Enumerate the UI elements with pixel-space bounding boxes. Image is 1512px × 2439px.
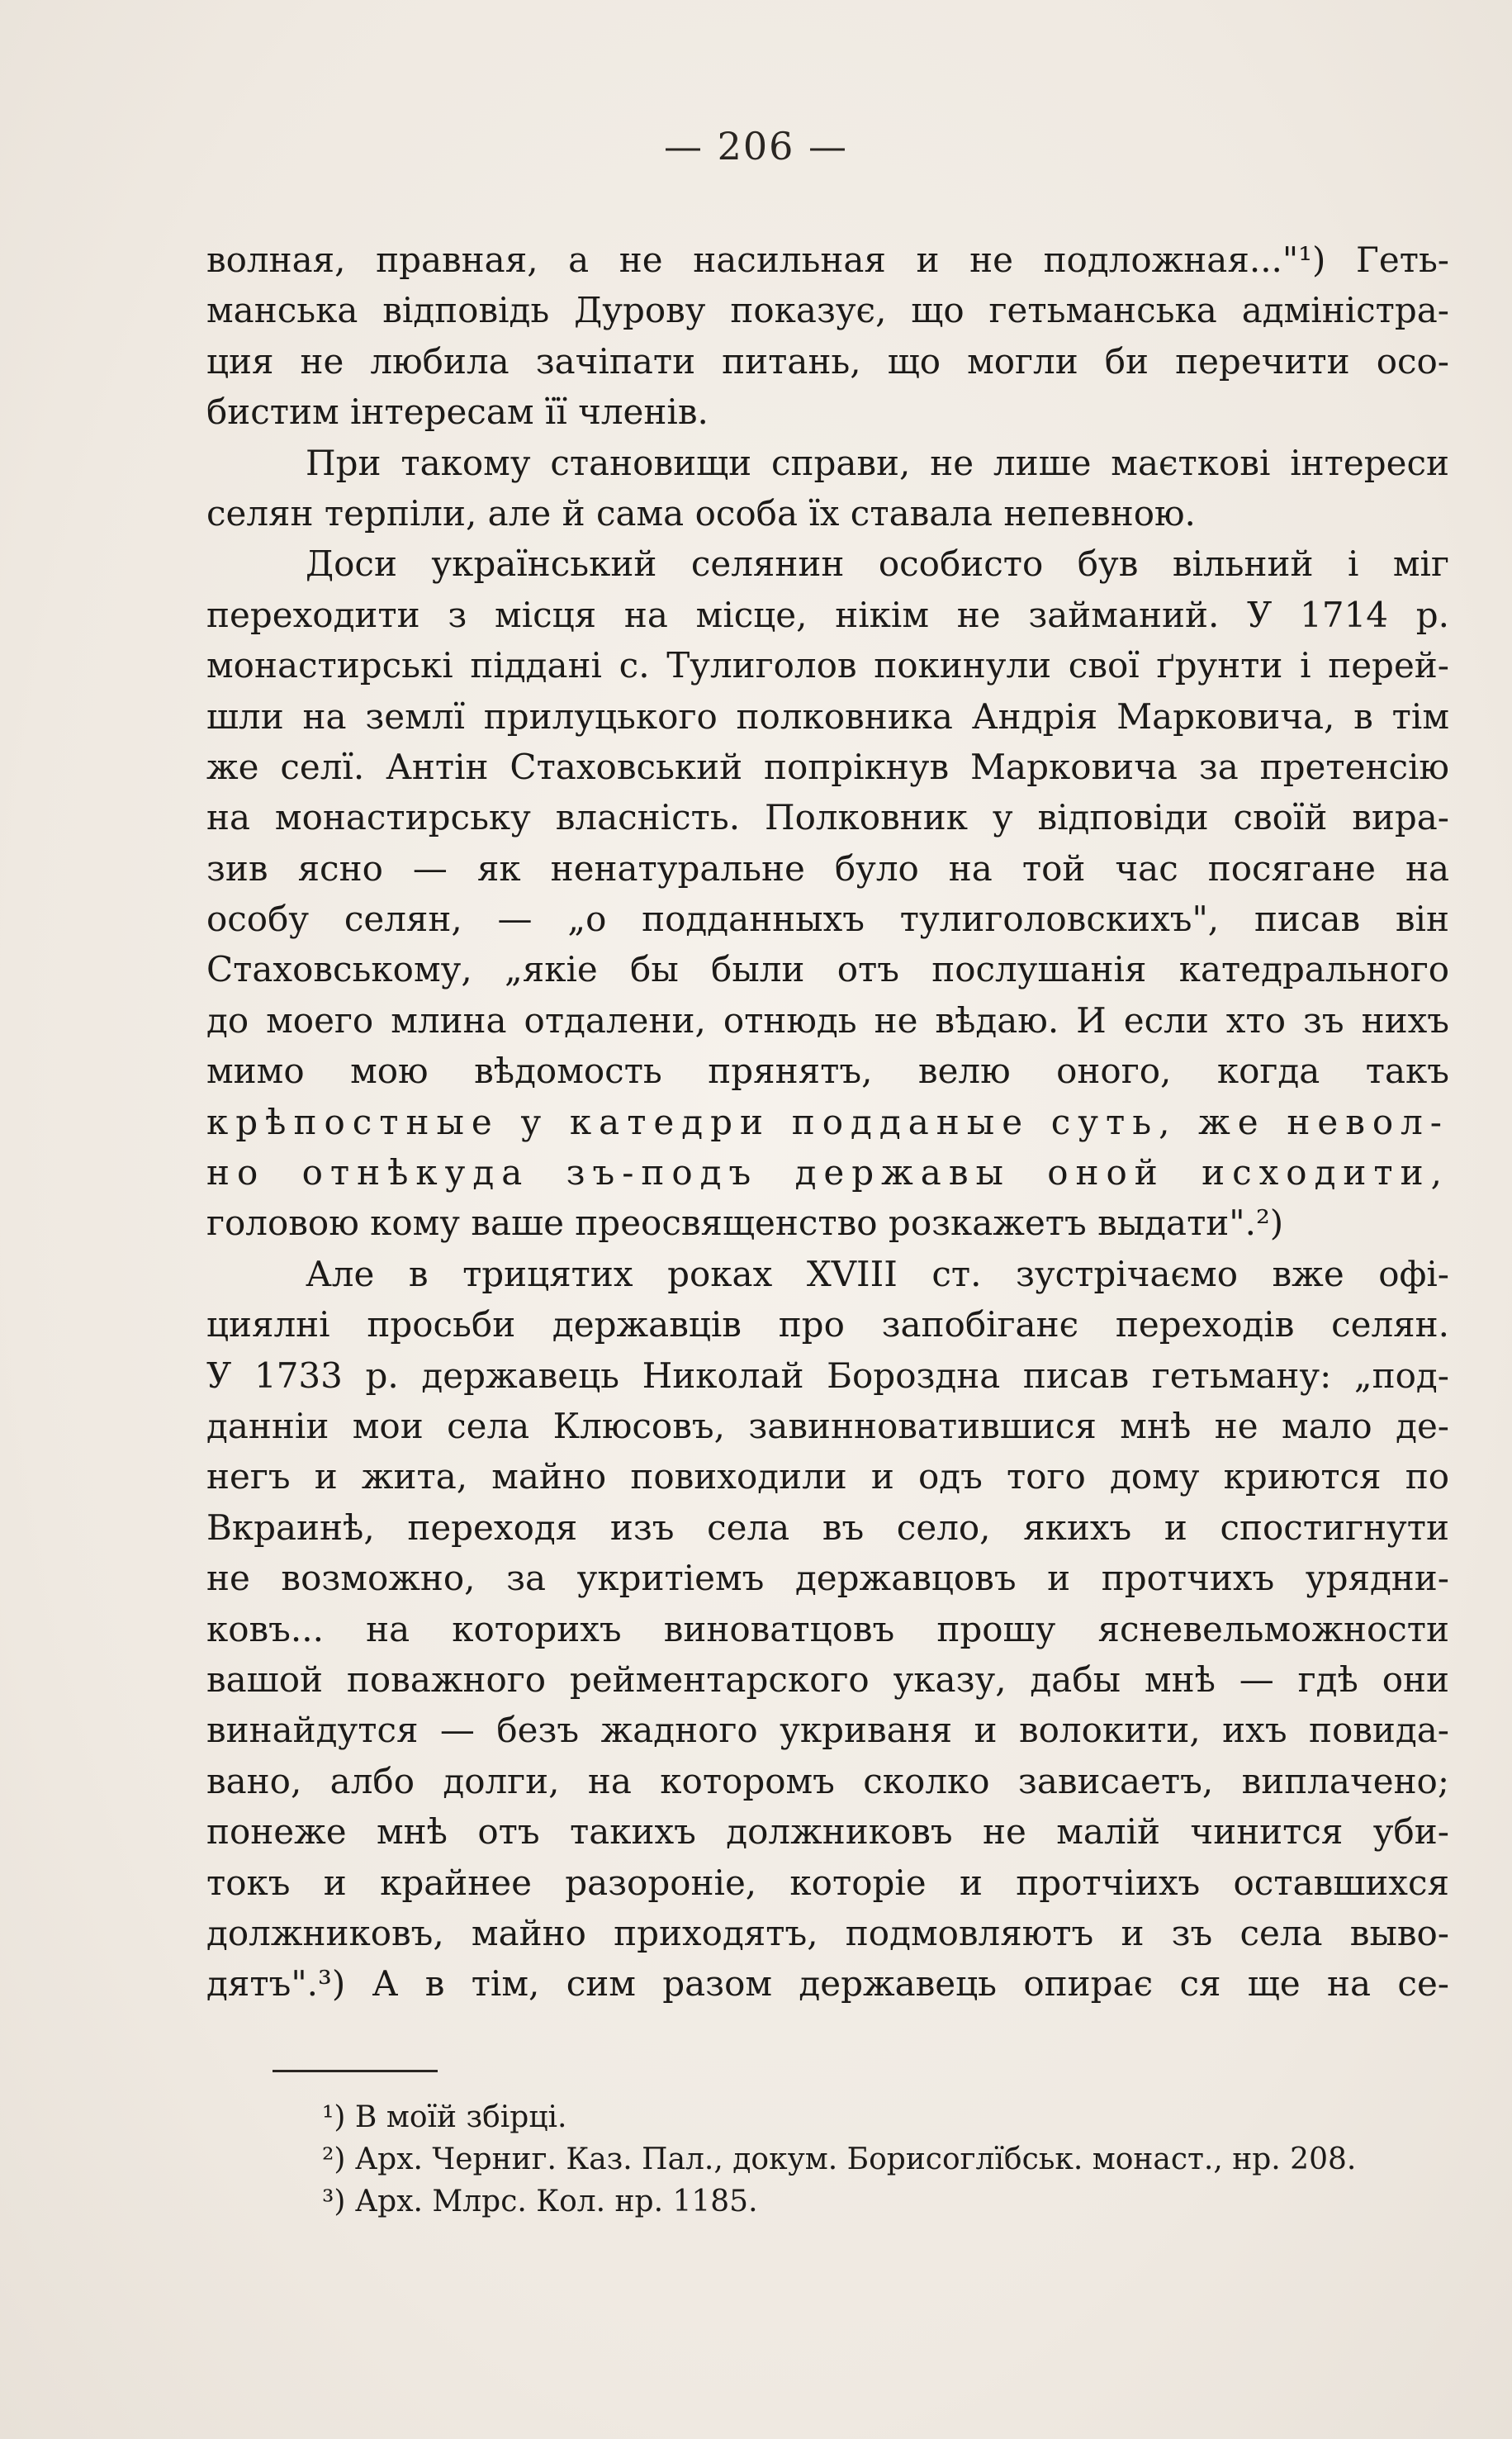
text-line: токъ и крайнее разороніе, которіе и протчіихъ оставшихся	[206, 1862, 1449, 1903]
main-text	[206, 235, 1449, 2010]
text-line: дятъ".³) А в тім, сим разом державець опирає ся ще на се-	[206, 1963, 1449, 2005]
footnote-divider	[273, 2070, 438, 2072]
footnote: ³) Арх. Млрс. Кол. нр. 1185.	[322, 2185, 758, 2218]
text-line: головою кому ваше преосвященство розкажетъ выдати".²)	[206, 1203, 1284, 1244]
footnote: ¹) В моїй збірці.	[322, 2100, 567, 2134]
text-line: негъ и жита, майно повиходили и одъ того дому криются по	[206, 1456, 1449, 1497]
text-line: шли на землї прилуцького полковника Андрія Марковича, в тім	[206, 695, 1449, 737]
text-line: Але в трицятих роках XVIII ст. зустрічаємо вже офі-	[306, 1253, 1449, 1294]
text-line: ция не любила зачіпати питань, що могли би перечити осо-	[206, 340, 1449, 382]
text-line: не возможно, за укритіемъ державцовъ и протчихъ урядни-	[206, 1558, 1449, 1599]
text-line: Стаховському, „якіе бы были отъ послушанія катедрального	[206, 949, 1449, 990]
text-line: вашой поважного рейментарского указу, дабы мнѣ — гдѣ они	[206, 1658, 1449, 1700]
text-line: монастирські піддані с. Тулиголов покинули свої ґрунти і перей-	[206, 645, 1449, 686]
text-line: должниковъ, майно приходятъ, подмовляютъ и зъ села выво-	[206, 1912, 1449, 1953]
text-line: волная, правная, а не насильная и не подложная..."¹) Геть-	[206, 240, 1449, 280]
text-line: циялні просьби державців про запобіганє переходів селян.	[206, 1304, 1449, 1345]
text-line: данніи мои села Клюсовъ, завинноватившися мнѣ не мало де-	[206, 1405, 1449, 1446]
footnotes	[322, 2096, 1396, 2223]
text-line: зив ясно — як ненатуральне було на той час посягане на	[206, 847, 1449, 889]
text-line: на монастирську власність. Полковник у відповіди своїй вира-	[206, 797, 1449, 838]
text-line: селян терпіли, але й сама особа їх ставала непевною.	[206, 492, 1196, 534]
text-line: бистим інтересам її членів.	[206, 391, 709, 433]
text-line: переходити з місця на місце, нікім не займаний. У 1714 р.	[206, 594, 1449, 635]
text-line: мимо мою вѣдомость прянятъ, велю оного, когда такъ	[206, 1051, 1449, 1092]
text-line: понеже мнѣ отъ такихъ должниковъ не малій чинится уби-	[206, 1811, 1449, 1853]
text-line: винайдутся — безъ жадного укриваня и волокити, ихъ повида-	[206, 1710, 1449, 1751]
page-number: — 206 —	[663, 124, 849, 168]
text-line: У 1733 р. державець Николай Бороздна писав гетьману: „под-	[206, 1355, 1449, 1396]
text-line: же селї. Антін Стаховський попрікнув Марковича за претенсію	[206, 746, 1449, 787]
text-line: Вкраинѣ, переходя изъ села въ село, якихъ и спостигнути	[206, 1507, 1449, 1548]
text-line: ковъ... на которихъ виноватцовъ прошу ясневельможности	[206, 1608, 1449, 1649]
text-line: до моего млина отдалени, отнюдь не вѣдаю. И если хто зъ нихъ	[206, 999, 1449, 1041]
text-line: крѣпостные у катедри подданые суть, же невол-	[206, 1101, 1449, 1142]
footnote: ²) Арх. Черниг. Каз. Пал., докум. Борисоглїбськ. монаст., нр. 208.	[322, 2142, 1357, 2176]
text-line: манська відповідь Дурову показує, що гетьманська адміністра-	[206, 290, 1449, 331]
text-line: вано, албо долги, на которомъ сколко зависаетъ, виплачено;	[206, 1760, 1449, 1801]
text-line: Доси український селянин особисто був вільний і міг	[306, 543, 1449, 585]
text-line: но отнѣкуда зъ-подъ державы оной исходити,	[206, 1152, 1449, 1193]
text-line: При такому становищи справи, не лише маєткові інтереси	[306, 442, 1449, 483]
text-line: особу селян, — „о подданныхъ тулиголовскихъ", писав він	[206, 899, 1449, 940]
